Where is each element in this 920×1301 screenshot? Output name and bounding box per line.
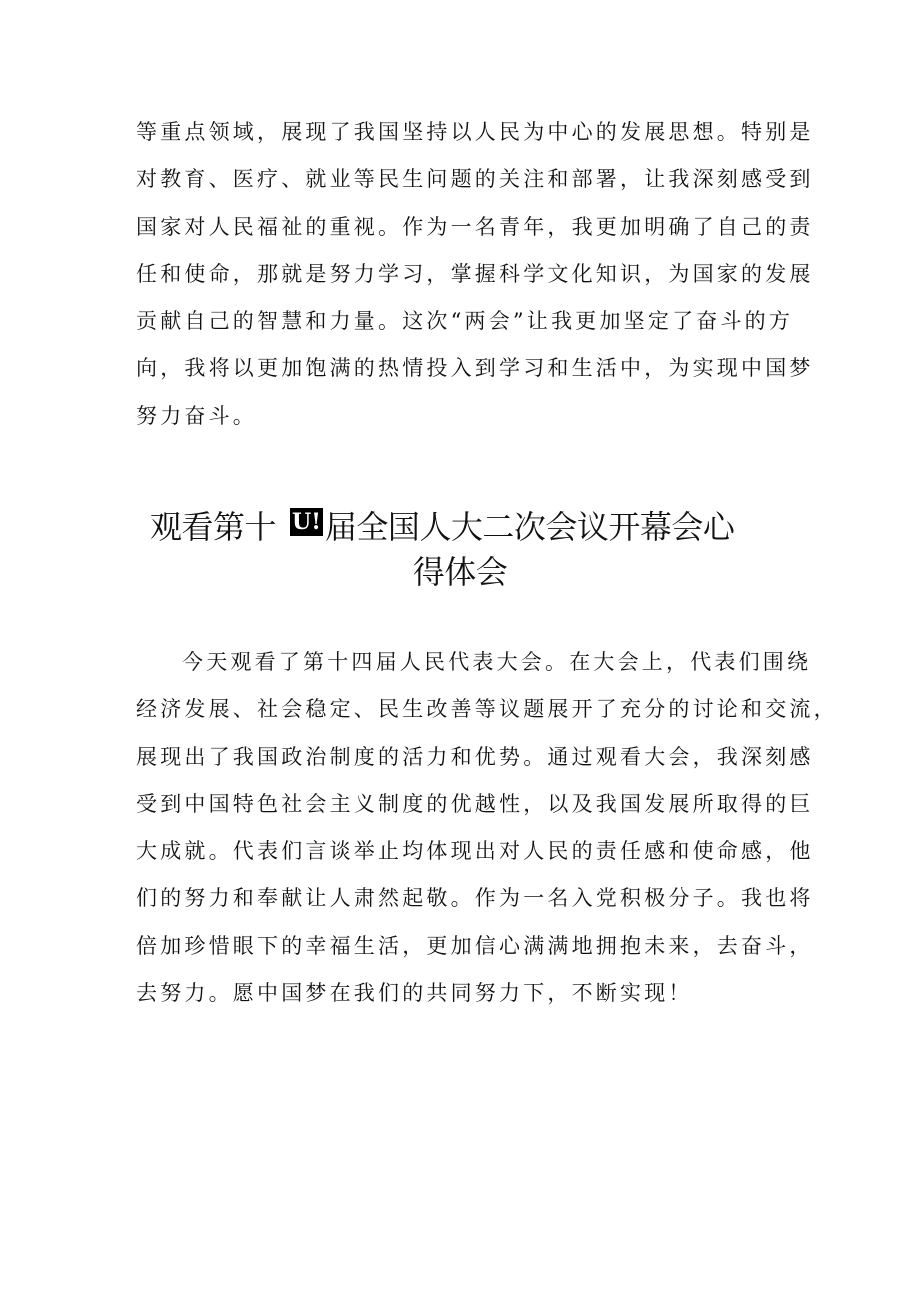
main-paragraph (136, 639, 838, 1017)
paragraph-line: 向，我将以更加饱满的热情投入到学习和生活中，为实现中国梦 (136, 356, 814, 381)
paragraph-line: 等重点领域，展现了我国坚持以人民为中心的发展思想。特别是 (136, 120, 814, 144)
paragraph-line: 国家对人民福祉的重视。作为一名青年，我更加明确了自己的责 (136, 214, 814, 239)
paragraph-line: 对教育、医疗、就业等民生问题的关注和部署，让我深刻感受到 (136, 167, 814, 192)
paragraph-line: 经济发展、社会稳定、民生改善等议题展开了充分的讨论和交流， (136, 697, 838, 722)
glyph-artifact: U! (292, 509, 321, 535)
paragraph-line: 受到中国特色社会主义制度的优越性，以及我国发展所取得的巨 (136, 791, 814, 816)
section-title-line-1 (150, 502, 734, 548)
paragraph-line: 倍加珍惜眼下的幸福生活，更加信心满满地拥抱未来，去奋斗， (136, 933, 814, 958)
paragraph-line: 去努力。愿中国梦在我们的共同努力下，不断实现！ (136, 981, 693, 1006)
title-text-after: 届全国人大二次会议开幕会心 (324, 508, 735, 546)
paragraph-line: 展现出了我国政治制度的活力和优势。通过观看大会，我深刻感 (136, 744, 814, 769)
paragraph-line: 今天观看了第十四届人民代表大会。在大会上，代表们围绕 (182, 650, 812, 674)
paragraph-line: 任和使命，那就是努力学习，掌握科学文化知识，为国家的发展 (136, 261, 814, 286)
paragraph-line: 贡献自己的智慧和力量。这次“两会”让我更加坚定了奋斗的方 (136, 309, 794, 334)
paragraph-line: 大成就。代表们言谈举止均体现出对人民的责任感和使命感，他 (136, 839, 814, 864)
paragraph-line: 们的努力和奉献让人肃然起敬。作为一名入党积极分子。我也将 (136, 886, 814, 911)
title-text-before: 观看第十 (150, 508, 277, 546)
section-title-line-2: 得体会 (412, 553, 508, 591)
continued-paragraph (136, 109, 814, 440)
paragraph-line: 努力奋斗。 (136, 403, 257, 428)
